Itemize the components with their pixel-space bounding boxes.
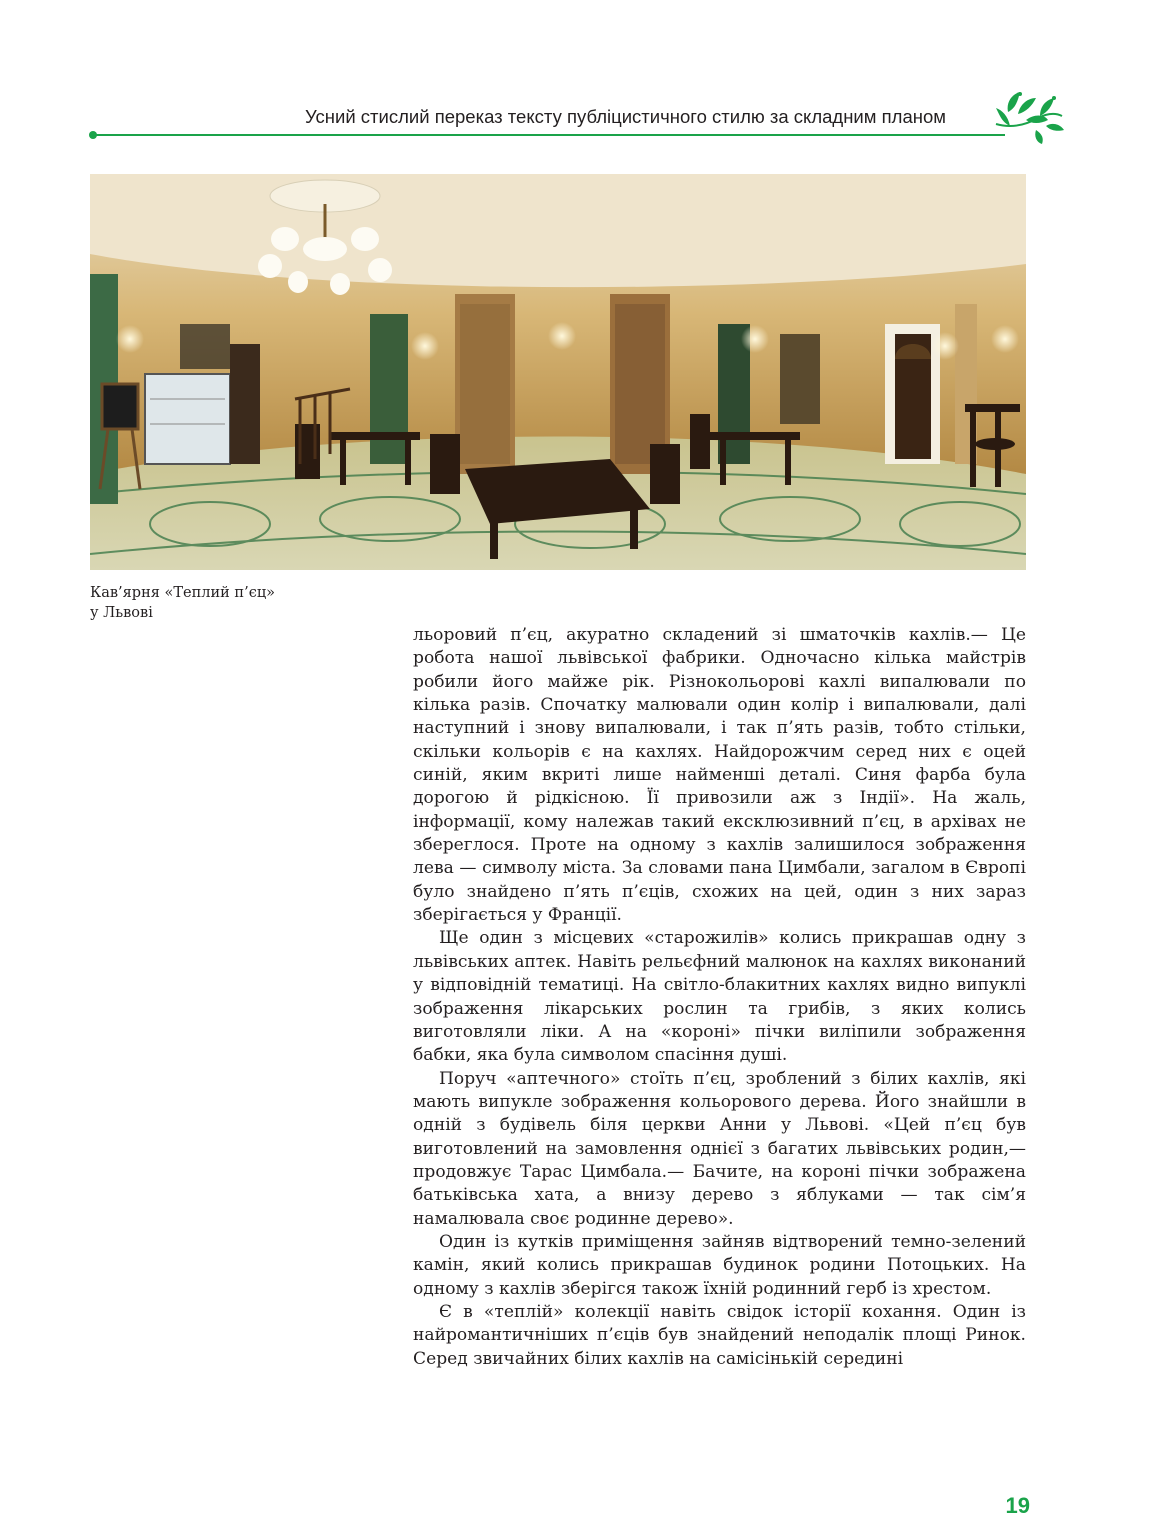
photo-caption [90,583,350,623]
cafe-interior-photo [90,174,1026,570]
running-header-title: Усний стислий переказ тексту публіцистичного стилю за складним планом [305,106,946,127]
header-rule-dot [89,131,97,139]
paragraph: льоровий п’єц, акуратно складений зі шматочків кахлів.— Це робота нашої львівської фабрики. Одночасно кілька майстрів робили його майже рік. Різнокольорові кахлі випалювали по кілька разів. Спочатку малювали один колір і випалювали, далі наступний і знову випалювали, і так п’ять разів, тобто стільки, скільки кольорів є на кахлях. Найдорожчим серед них є оцей синій, яким вкриті лише найменші деталі. Синя фарба була дорогою й рідкісною. Її привозили аж з Індії». На жаль, інформації, кому належав такий ексклюзивний п’єц, в архівах не збереглося. Проте на одному з кахлів залишилося зображення лева — символу міста. За словами пана Цимбали, загалом в Європі було знайдено п’ять п’єців, схожих на цей, один з них зараз зберігається у Франції. [413,625,1026,926]
header-rule [93,134,1005,136]
paragraph: Один із кутків приміщення зайняв відтворений темно-зелений камін, який колись прикрашав будинок родини Потоцьких. На одному з кахлів зберігся також їхній родинний герб із хрестом. [413,1231,1026,1299]
paragraph: Ще один з місцевих «старожилів» колись прикрашав одну з львівських аптек. Навіть рельєфний малюнок на кахлях виконаний у відповідній тематиці. На світло-блакитних кахлях видно випуклі зображення лікарських рослин та грибів, з яких колись виготовляли ліки. А на «короні» пічки виліпили зображення бабки, яка була символом спасіння душі. [413,928,1026,1066]
paragraph: Є в «теплій» колекції навіть свідок історії кохання. Один із найромантичніших п’єців був знайдений неподалік площі Ринок. Серед звичайних білих кахлів на самісінькій середині [413,1301,1026,1369]
caption-line-2: у Львові [90,605,153,621]
caption-line-1: Кав’ярня «Теплий п’єц» [90,585,276,601]
paragraph: Поруч «аптечного» стоїть п’єц, зроблений з білих кахлів, які мають випукле зображення кольорового дерева. Його знайшли в одній з будівель біля церкви Анни у Львові. «Цей п’єц був виготовлений на замовлення однієї з багатих львівських родин,— продовжує Тарас Цимбала.— Бачите, на короні пічки зображена батьківська хата, а внизу дерево з яблуками — так сім’я намалювала своє родинне дерево». [413,1068,1026,1229]
article-body [413,624,1026,1371]
page-number: 19 [1005,1493,1030,1518]
green-flowers-icon [990,86,1066,146]
